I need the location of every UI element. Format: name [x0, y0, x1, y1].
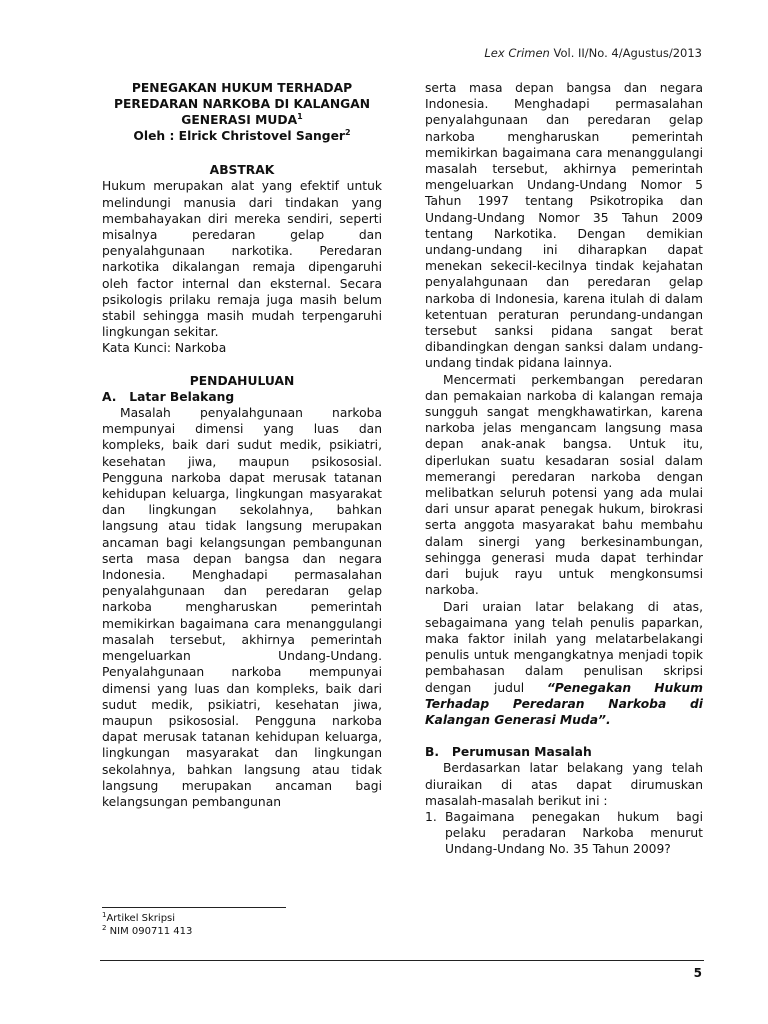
list-text: Bagaimana penegakan hukum bagi pelaku peradaran Narkoba menurut Undang-Undang No. 35 Tahun 2009?: [445, 809, 703, 857]
keywords: Kata Kunci: Narkoba: [102, 341, 227, 356]
footnote-1-marker: 1: [102, 911, 107, 919]
article-title: [102, 80, 382, 128]
footnote-2: [102, 925, 192, 938]
title-line-3-text: GENERASI MUDA: [181, 113, 298, 127]
section-a-heading: A. Latar Belakang: [102, 389, 235, 404]
footnote-2-marker: 2: [102, 924, 107, 932]
title-line-2: PEREDARAN NARKOBA DI KALANGAN: [113, 97, 371, 111]
intro-heading: PENDAHULUAN: [189, 373, 295, 388]
author-name: Oleh : Elrick Christovel Sanger: [133, 129, 345, 143]
title-line-3: [102, 112, 382, 128]
paragraph-3: [425, 599, 703, 729]
paragraph-continued: serta masa depan bangsa dan negara Indonesia. Menghadapi permasalahan penyalahgunaan dan peredaran gelap narkoba mengharuskan pemerintah memikirkan bagaimana cara menanggulangi masalah tersebut, akhirnya pemerintah mengeluarkan Undang-Undang Nomor 5 Tahun 1997 tentang Psikotropika dan Undang-Undang Nomor 35 Tahun 2009 tentang Narkotika. Dengan demikian undang-undang ini diharapkan dapat menekan sekecil-kecilnya tindak kejahatan penyalahgunaan dan peredaran gelap narkoba di Indonesia, karena itulah di dalam ketentuan peraturan perundang-undangan tersebut sanksi pidana sangat berat dibandingkan dengan sanksi dalam undang- undang tindak pidana lainnya.: [425, 81, 703, 371]
paragraph-3-text: Dari uraian latar belakang di atas, sebagaimana yang telah penulis paparkan, maka faktor inilah yang melatarbelakangi penulis untuk mengangkatnya menjadi topik pembahasan dalam penulisan skripsi dengan judul: [425, 599, 703, 695]
list-item: [425, 809, 703, 858]
footnote-divider: [102, 907, 286, 908]
page-number: 5: [693, 966, 702, 980]
footnotes: [102, 912, 192, 938]
paragraph-2: Mencermati perkembangan peredaran dan pemakaian narkoba di kalangan remaja sungguh sangat mengkhawatirkan, karena narkoba jelas mengancam langsung masa depan anak-anak bangsa. Untuk itu, diperlukan suatu kesadaran sosial dalam memerangi peredaran narkoba dengan melibatkan seluruh potensi yang ada mulai dari unsur aparat penegak hukum, birokrasi serta anggota masyarakat bahu membahu dalam sinergi yang berkesinambungan, sehingga generasi muda dapat terhindar dari bujuk rayu untuk mengkonsumsi narkoba.: [425, 372, 703, 598]
list-number: 1.: [425, 809, 437, 824]
abstract-text: Hukum merupakan alat yang efektif untuk melindungi manusia dari tindakan yang membahayakan diri mereka sendiri, seperti misalnya peredaran gelap dan penyalahgunaan narkotika. Peredaran narkotika dikalangan remaja dipengaruhi oleh factor internal dan eksternal. Secara psikologis prilaku remaja juga masih belum stabil sehingga masih mudah terpengaruhi lingkungan sekitar.: [102, 179, 382, 340]
title-footnote-marker: 1: [297, 112, 303, 121]
footnote-1: [102, 912, 192, 925]
left-column: [102, 80, 382, 810]
paragraph-1: Masalah penyalahgunaan narkoba mempunyai dimensi yang luas dan kompleks, baik dari sudut medik, psikiatri, kesehatan jiwa, maupun psikososial. Pengguna narkoba dapat merusak tatanan kehidupan keluarga, lingkungan masyarakat dan lingkungan sekolahnya, bahkan langsung atau tidak langsung merupakan ancaman bagi kelangsungan pembangunan serta masa depan bangsa dan negara Indonesia. Menghadapi permasalahan penyalahgunaan dan peredaran gelap narkoba mengharuskan pemerintah memikirkan bagaimana cara menanggulangi masalah tersebut, akhirnya pemerintah mengeluarkan Undang-Undang. Penyalahgunaan narkoba mempunyai dimensi yang luas dan kompleks, baik dari sudut medik, psikiatri, kesehatan jiwa, maupun psikososial. Pengguna narkoba dapat merusak tatanan kehidupan keluarga, lingkungan masyarakat dan lingkungan sekolahnya, bahkan langsung atau tidak langsung merupakan ancaman bagi kelangsungan pembangunan: [102, 406, 382, 809]
journal-name: Lex Crimen: [484, 46, 550, 60]
right-column: [425, 80, 703, 858]
page-divider: [100, 960, 704, 961]
journal-issue: Vol. II/No. 4/Agustus/2013: [549, 46, 702, 60]
paragraph-4: Berdasarkan latar belakang yang telah diuraikan di atas dapat dirumuskan masalah-masalah berikut ini :: [425, 761, 703, 808]
section-b-heading: B. Perumusan Masalah: [425, 745, 592, 760]
title-line-1: PENEGAKAN HUKUM TERHADAP: [131, 81, 353, 95]
abstract-heading: ABSTRAK: [209, 163, 275, 178]
author-line: [102, 128, 382, 144]
footnote-2-text: NIM 090711 413: [106, 926, 193, 937]
thesis-title: “Penegakan Hukum Terhadap Peredaran Narkoba di Kalangan Generasi Muda”.: [425, 680, 703, 727]
journal-header: [484, 46, 702, 60]
footnote-1-text: Artikel Skripsi: [106, 913, 176, 924]
author-footnote-marker: 2: [344, 128, 351, 137]
